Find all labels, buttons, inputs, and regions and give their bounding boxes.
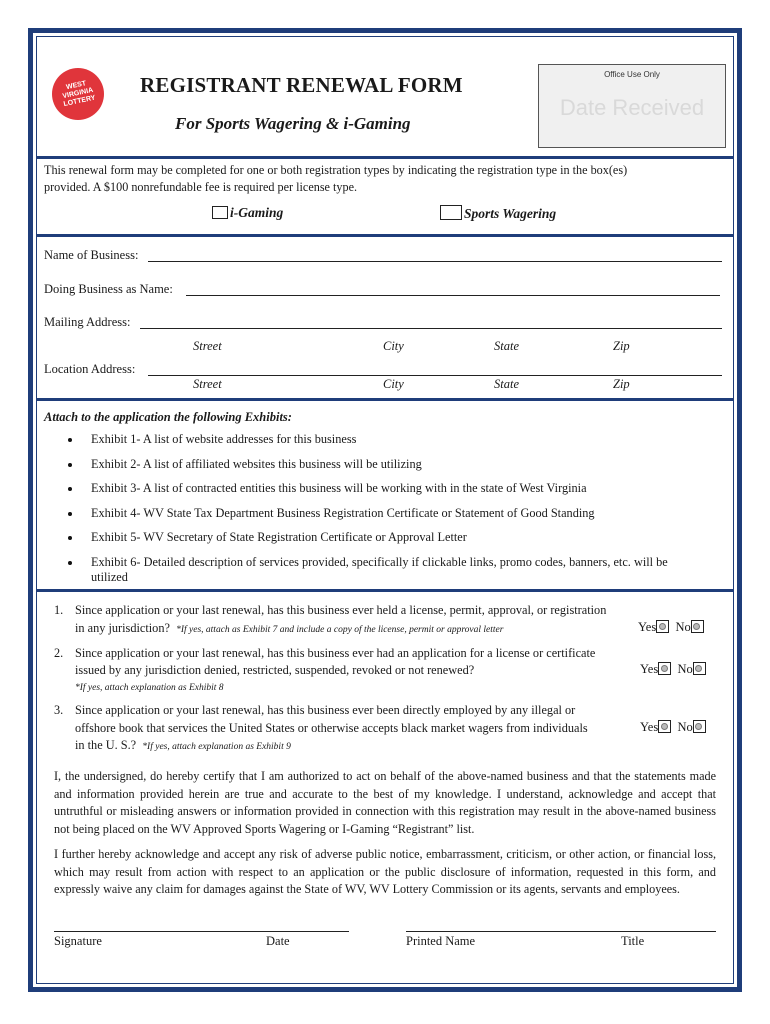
mailing-zip-label: Zip — [613, 339, 630, 353]
bullet-icon — [68, 463, 72, 467]
question-3-yes-radio[interactable] — [658, 720, 671, 733]
signature-label: Signature — [54, 934, 102, 948]
location-state-label: State — [494, 377, 519, 391]
question-3-line-2: offshore book that services the United States or otherwise accepts black market wagers from individuals — [75, 721, 588, 735]
question-1-line-1: Since application or your last renewal, has this business ever held a license, permit, approval, or registration — [75, 603, 607, 617]
location-address-label: Location Address: — [44, 362, 136, 376]
date-label: Date — [266, 934, 290, 948]
mailing-address-label: Mailing Address: — [44, 315, 131, 329]
sports-wagering-label: Sports Wagering — [464, 206, 557, 221]
exhibit-item: Exhibit 3- A list of contracted entities this business will be working with in the state of West Virginia — [91, 481, 587, 495]
question-3-line-1: Since application or your last renewal, has this business ever been directly employed by any illegal or — [75, 703, 576, 717]
igaming-checkbox[interactable] — [212, 206, 228, 219]
section-divider — [36, 589, 734, 592]
logo-text: WEST VIRGINIA LOTTERY — [61, 80, 97, 109]
section-divider — [36, 234, 734, 237]
igaming-label: i-Gaming — [230, 205, 284, 220]
question-1-note: *If yes, attach as Exhibit 7 and include a copy of the license, permit or approval letter — [176, 625, 504, 635]
question-2-yes-radio[interactable] — [658, 662, 671, 675]
location-street-label: Street — [193, 377, 222, 391]
printed-name-label: Printed Name — [406, 934, 476, 948]
intro-line-1: This renewal form may be completed for one or both registration types by indicating the registration type in the box(es) — [44, 163, 628, 177]
business-name-label: Name of Business: — [44, 248, 139, 262]
bullet-icon — [68, 487, 72, 491]
question-3-line-3: in the U. S.? — [75, 738, 137, 752]
question-1-yes-radio[interactable] — [656, 620, 669, 633]
question-1-answers — [638, 620, 704, 635]
question-3-no-radio[interactable] — [693, 720, 706, 733]
location-city-label: City — [383, 377, 404, 391]
question-3-answers — [640, 720, 706, 735]
location-zip-label: Zip — [613, 377, 630, 391]
yes-label: Yes — [640, 662, 659, 676]
bullet-icon — [68, 561, 72, 565]
signature-date-input[interactable] — [54, 931, 349, 932]
lottery-logo — [52, 68, 104, 120]
dba-label: Doing Business as Name: — [44, 282, 173, 296]
exhibit-item: Exhibit 6- Detailed description of services provided, specifically if clickable links, promo codes, banners, etc. will be — [91, 555, 668, 569]
bullet-icon — [68, 438, 72, 442]
no-label: No — [677, 720, 693, 734]
office-use-box — [538, 64, 726, 148]
exhibits-title: Attach to the application the following Exhibits: — [44, 410, 292, 424]
dba-input[interactable] — [186, 295, 720, 296]
question-3-number: 3. — [54, 703, 64, 717]
exhibit-item: Exhibit 4- WV State Tax Department Business Registration Certificate or Statement of Good Standing — [91, 506, 595, 520]
yes-label: Yes — [638, 620, 657, 634]
certification-paragraph-2: I further hereby acknowledge and accept any risk of adverse public notice, embarrassment, criticism, or other action, or financial loss, which may result from action with respect to an application or the public disclosure of information, requested in this form, and expressly waive any claim for damages against the State of WV, WV Lottery Commission or its agents, servants and employees. — [54, 847, 716, 896]
question-2-no-radio[interactable] — [693, 662, 706, 675]
form-title: REGISTRANT RENEWAL FORM — [140, 73, 463, 97]
exhibit-item-continued: utilized — [91, 570, 128, 584]
no-label: No — [677, 662, 693, 676]
mailing-street-label: Street — [193, 339, 222, 353]
business-name-input[interactable] — [148, 261, 722, 262]
yes-label: Yes — [640, 720, 659, 734]
exhibit-item: Exhibit 5- WV Secretary of State Registration Certificate or Approval Letter — [91, 530, 467, 544]
question-2-note: *If yes, attach explanation as Exhibit 8 — [75, 683, 224, 693]
bullet-icon — [68, 536, 72, 540]
form-subtitle: For Sports Wagering & i-Gaming — [175, 114, 411, 133]
question-3-line-3-group — [75, 737, 291, 757]
mailing-city-label: City — [383, 339, 404, 353]
title-label: Title — [621, 934, 645, 948]
exhibit-item: Exhibit 2- A list of affiliated websites this business will be utilizing — [91, 457, 422, 471]
question-2-number: 2. — [54, 646, 64, 660]
exhibit-item: Exhibit 1- A list of website addresses for this business — [91, 432, 357, 446]
question-1-number: 1. — [54, 603, 64, 617]
date-received-field[interactable]: Date Received — [559, 95, 705, 120]
question-3-note: *If yes, attach explanation as Exhibit 9 — [142, 742, 291, 752]
intro-line-2: provided. A $100 nonrefundable fee is required per license type. — [44, 180, 358, 194]
office-use-label: Office Use Only — [604, 70, 660, 79]
section-divider — [36, 398, 734, 401]
sports-wagering-checkbox[interactable] — [440, 205, 462, 220]
question-2-answers — [640, 662, 706, 677]
question-1-line-2: in any jurisdiction? — [75, 621, 170, 635]
bullet-icon — [68, 512, 72, 516]
sports-wagering-option[interactable] — [440, 205, 556, 222]
question-2-line-1: Since application or your last renewal, has this business ever had an application for a license or certificate — [75, 646, 596, 660]
question-1-no-radio[interactable] — [691, 620, 704, 633]
certification-paragraph-1: I, the undersigned, do hereby certify that I am authorized to act on behalf of the above-named business and that the statements made and information provided herein are true and accurate to the best of my knowledge. I understand, acknowledge and accept that untruthful or misleading answers or information provided in connection with this registration may result in the above-named business not being placed on the WV Approved Sports Wagering or I-Gaming “Registrant” list. — [54, 769, 716, 836]
question-1-line-2-group — [75, 620, 503, 640]
section-divider — [36, 156, 734, 159]
igaming-option[interactable] — [212, 205, 283, 221]
location-address-input[interactable] — [148, 375, 722, 376]
name-title-input[interactable] — [406, 931, 716, 932]
question-2-line-2: issued by any jurisdiction denied, restricted, suspended, revoked or not renewed? — [75, 663, 475, 677]
mailing-address-input[interactable] — [140, 328, 722, 329]
mailing-state-label: State — [494, 339, 519, 353]
no-label: No — [675, 620, 691, 634]
